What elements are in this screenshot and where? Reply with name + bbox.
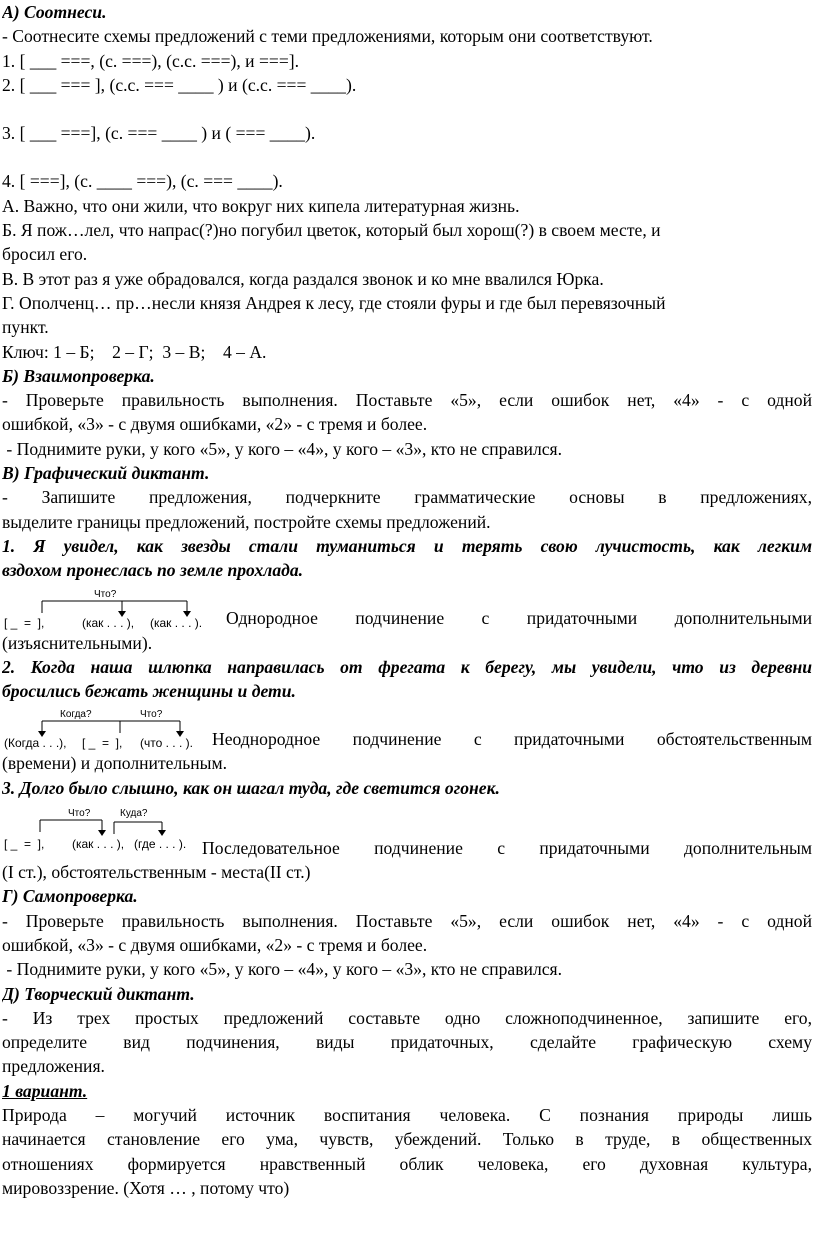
section-v-line-2: выделите границы предложений, постройте схемы предложений. [2,511,491,532]
dictation-sentence-1-line-2: вздохом пронеслась по земле прохлада. [2,560,304,581]
dictation-sentence-2-line-2: бросились бежать женщины и дети. [2,681,296,702]
scheme-question: Куда? [120,808,148,820]
scheme-question: Когда? [60,709,92,721]
scheme-row-3 [2,800,812,860]
scheme-3-description-line-2: (I ст.), обстоятельственным - места(II ст.) [2,862,311,883]
variant-heading: 1 вариант. [2,1080,88,1101]
scheme-subordinate-clause: (как . . . ), [72,837,125,852]
scheme-subordinate-clause: (как . . . ). [150,615,203,630]
sentence-scheme-1 [2,587,226,631]
dictation-sentence-3: 3. Долго было слышно, как он шагал туда, где светится огонек. [2,777,500,798]
blank-line [2,145,812,169]
scheme-main-clause: [ _ = ], [82,736,123,751]
scheme-1-description-line-1: Однородное подчинение с придаточными дополнительными [226,608,812,629]
scheme-main-clause: [ _ = ], [4,615,45,630]
section-b-line-2: ошибкой, «3» - с двумя ошибками, «2» - с тремя и более. [2,414,428,435]
blank-line [2,97,812,121]
dictation-sentence-2-line-1: 2. Когда наша шлюпка направилась от фрегата к берегу, мы увидели, что из деревни [2,656,812,677]
section-b-line-1: - Проверьте правильность выполнения. Поставьте «5», если ошибок нет, «4» - с одной [2,390,812,411]
section-v-line-1: - Запишите предложения, подчеркните грамматические основы в предложениях, [2,487,812,508]
section-a-instruction: - Соотнесите схемы предложений с теми предложениями, которым они соответствуют. [2,26,653,47]
scheme-subordinate-clause: (Когда . . .), [4,736,67,751]
variant-text-line-3: отношениях формируется нравственный облик человека, его духовная культура, [2,1153,812,1174]
dictation-sentence-1-line-1: 1. Я увидел, как звезды стали туманиться и терять свою лучистость, как легким [2,535,812,556]
section-d-line-1: - Из трех простых предложений составьте одно сложноподчиненное, запишите его, [2,1007,812,1028]
scheme-2: 2. [ ___ === ], (с.с. === ____ ) и (с.с. === ____). [2,74,357,95]
scheme-2-description-line-2: (времени) и дополнительным. [2,753,228,774]
sentence-v: В. В этот раз я уже обрадовался, когда раздался звонок и ко мне ввалился Юрка. [2,268,604,289]
scheme-1-description-line-2: (изъяснительными). [2,632,153,653]
scheme-row-2 [2,703,812,751]
sentence-g-line-2: пункт. [2,317,49,338]
sentence-scheme-2 [2,707,212,751]
section-b-line-3: - Поднимите руки, у кого «5», у кого – «4», у кого – «3», кто не справился. [2,438,563,459]
section-v-title: В) Графический диктант. [2,463,210,484]
sentence-b-line-2: бросил его. [2,244,88,265]
scheme-subordinate-clause: (как . . . ), [82,615,135,630]
scheme-2-description-line-1: Неоднородное подчинение с придаточными обстоятельственным [212,729,812,750]
sentence-b-line-1: Б. Я пож…лел, что напрас(?)но погубил цветок, который был хорош(?) в своем месте, и [2,220,661,241]
scheme-question: Что? [140,709,163,721]
section-g-line-1: - Проверьте правильность выполнения. Поставьте «5», если ошибок нет, «4» - с одной [2,910,812,931]
section-g-line-2: ошибкой, «3» - с двумя ошибками, «2» - с тремя и более. [2,934,428,955]
section-g-line-3: - Поднимите руки, у кого «5», у кого – «4», у кого – «3», кто не справился. [2,959,563,980]
scheme-subordinate-clause: (где . . . ). [134,837,187,852]
scheme-3-description-line-1: Последовательное подчинение с придаточными дополнительным [202,837,812,858]
variant-text-line-4: мировоззрение. (Хотя … , потому что) [2,1177,290,1198]
section-d-line-3: предложения. [2,1056,105,1077]
answer-key: Ключ: 1 – Б; 2 – Г; 3 – В; 4 – А. [2,341,267,362]
scheme-row-1 [2,583,812,631]
scheme-subordinate-clause: (что . . . ). [140,736,193,751]
scheme-main-clause: [ _ = ], [4,837,45,852]
scheme-1: 1. [ ___ ===, (с. ===), (с.с. ===), и ===]. [2,50,300,71]
sentence-g-line-1: Г. Ополченц… пр…несли князя Андрея к лесу, где стояли фуры и где был перевязочный [2,292,666,313]
variant-text-line-1: Природа – могучий источник воспитания человека. С познания природы лишь [2,1104,812,1125]
scheme-question: Что? [94,588,117,600]
section-d-title: Д) Творческий диктант. [2,983,195,1004]
variant-text-line-2: начинается становление его ума, чувств, убеждений. Только в труде, в общественных [2,1129,812,1150]
section-d-line-2: определите вид подчинения, виды придаточных, сделайте графическую схему [2,1032,812,1053]
sentence-scheme-3 [2,806,202,852]
scheme-4: 4. [ ===], (с. ____ ===), (с. === ____). [2,171,283,192]
sentence-a: А. Важно, что они жили, что вокруг них кипела литературная жизнь. [2,195,520,216]
section-b-title: Б) Взаимопроверка. [2,365,155,386]
scheme-question: Что? [68,808,91,820]
scheme-3: 3. [ ___ ===], (с. === ____ ) и ( === ____). [2,123,316,144]
section-g-title: Г) Самопроверка. [2,886,138,907]
section-a-title: А) Соотнеси. [2,2,107,22]
